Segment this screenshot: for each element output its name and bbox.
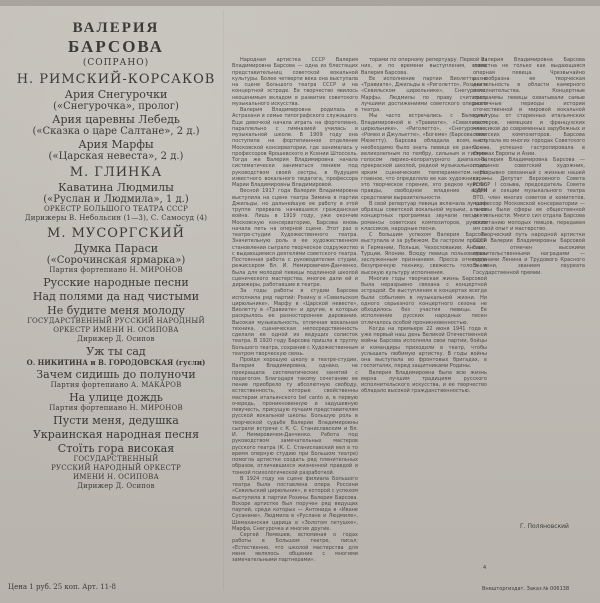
liner-paragraph: Весной 1917 года Валерия Владимировна выступила на сцене театра Зимина в партии Джильды, но дальнейшую ее работу в этой труппе прервала начавшаяся гражданская война. Лишь в 1919 году, уже окончив Московскую консерваторию, Барсова вновь начала петь на оперной сцене. Этот раз в театре-студии Художественного театра. Значительную роль в ее художественном становлении сыграло творческое содружество с выдающимися деятелями советского театра. Постоянная работа с руководителем студии, режиссером Вл. И. Немировичем-Данченко, была для молодой певицы подлинной школой сценического мастерства, многое дали ей и дирижеры, работавшие в театре. (232, 188, 358, 288)
composer-rimsky: Н. РИМСКИЙ-КОРСАКОВ (16, 72, 216, 87)
liner-notes-column-1 (232, 57, 358, 563)
liner-paragraph: В свой репертуар певица включала лучшие образцы советской вокальной музыки, а в ее концертных программах звучали песни и романсы советских композиторов, русских классиков, народные песни. (361, 200, 487, 232)
liner-paragraph: Пройдя хорошую школу в театре-студии, Валерия Владимировна, однако, не прекращала систематических занятий с педагогом. Благодаря такому сочетанию ее пение приобрело ту абсолютную свободу, естественность, которые свойственны мастерам итальянского bel canto и, в первую очередь, проникновенную и задушевную певучесть, присущую лучшим представителям русской вокальной школы. Большую роль в творческой судьбе Валерии Владимировны сыграли встречи с К. С. Станиславским и Вл. И. Немировичем-Данченко. Работа под руководством замечательных мастеров русского театра (К. С. Станиславский вел в то время оперную студию при Большом театре) помогла артистке создать ряд пленительных образов, отличавшихся жизненной правдой и тонкой психологической разработкой. (232, 357, 358, 476)
track-title: Ария Марфы (78, 138, 154, 151)
piano-credit: Партия фортепиано А. МАКАРОВ (50, 381, 182, 389)
liner-paragraph: Многие годы творческая жизнь Барсовой была неразрывно связана с концертной эстрадой. Ее выступления в концертах всегда были событием в музыкальной жизни. Ни одного серьезного концертного сезона не обходилось без участия певицы. Ее исполнение русских народных песен отличалось особой проникновенностью. (361, 275, 487, 326)
liner-paragraph: Валерия Владимировна Барсова известна не только как выдающаяся оперная певица. Чрезвычайно разнообразна ее творческая деятельность в области камерного исполнительства. Концертные программы певицы охватывали самые различные периоды истории отечественной и мировой вокальной культуры: от старинных итальянских мастеров, немецких и французских классиков до современных зарубежных и советских композиторов. Барсова выступала во многих городах Советского Союза, успешно гастролировала в странах Европы и Азии. (473, 57, 585, 157)
composer-glinka: М. ГЛИНКА (69, 165, 163, 180)
track-title: Ария царевны Лебедь (52, 113, 180, 126)
track-source: («Царская невеста», 2 д.) (48, 151, 184, 162)
liner-paragraph: Мы часто встречались с Валерией Владимировной в «Травиате», «Севильском цирюльнике», «Риголетто», «Снегурочке», «Ромео и Джульетте», «Богеме» (Барсова пела Мюзетту). Барсова обладала всем, что необходимо было знать певице ее ранга, — великолепным по тембру, сильным и гибким голосом лирико-колоратурного диапазона, прекрасной школой, редкой музыкальностью, ярким сценическим темпераментом. Но главное, что определяло ее как художника, — это творческое горение, это редкое чувство правды, свободное владение всеми средствами выразительности. (361, 113, 487, 201)
liner-paragraph: За годы работы в студии Барсова исполнила ряд партий: Розину в «Севильском цирюльнике», Марфу в «Царской невесте», Виолетту в «Травиате» и другие, в которых раскрылось ее разностороннее дарование. Высокая музыкальность, отличная вокальная техника, сценическая непосредственность сделали ее одной из ведущих солисток театра. В 1920 году Барсова пришла в труппу Большого театра, сохранив с Художественным театром творческую связь. (232, 288, 358, 357)
track-title: На улице дождь (69, 391, 163, 404)
artist-last-name: БАРСОВА (68, 37, 164, 56)
liner-paragraph: торами по оперному репертуару. Первой из них, и по времени выступления, стала Валерия Барсова. (361, 57, 487, 76)
performers-credit: О. НИКИТИНА и В. ГОРОДОВСКАЯ (гусли) (26, 358, 206, 367)
orchestra-credit: РУССКИЙ НАРОДНЫЙ ОРКЕСТР (51, 464, 181, 472)
track-title: Над полями да над чистыми (32, 290, 200, 303)
track-source: («Сорочинская ярмарка») (46, 255, 186, 266)
liner-notes-author: Г. Поляновский (520, 523, 569, 530)
print-info: Внешторгиздат. Заказ № 006138 (482, 586, 570, 592)
track-title: Стоїть гора високая (57, 442, 175, 455)
ukrainian-heading: Украинская народная песня (32, 428, 200, 441)
track-title: Зачем сидишь до полуночи (36, 368, 196, 381)
liner-notes-column-2 (361, 57, 487, 395)
liner-paragraph: Валерия Владимировна Барсова — подлинно советский художник, неразрывно связанный с жизнью нашей страны. Депутат Верховного Совета РСФСР I созыва, председатель Совета ЦДРИ и секции музыкального театра ВТО, член многих советов и комитетов, профессор Московской консерватории — таковы были сферы ее общественной деятельности. Много сил отдала Барсова воспитанию молодых певцов, передавая им свой опыт и мастерство. (473, 157, 585, 232)
program-column (14, 14, 218, 491)
piano-credit: Партия фортепиано Н. МИРОНОВ (49, 266, 183, 274)
piano-credit: Партия фортепиано Н. МИРОНОВ (49, 404, 183, 412)
liner-paragraph: В 1924 году на сцене филиала Большого театра была поставлена опера Россини «Севильский цирюльник», в которой с успехом выступила в партии Розины Валерия Барсова. Вскоре артистке был поручен ряд ведущих партий, среди которых — Антонида в «Иване Сусанине», Людмила в «Руслане и Людмиле», Шемаханская царица в «Золотом петушке», Марфа, Снегурочка и многие другие. (232, 475, 358, 532)
orchestra-credit: ОРКЕСТР БОЛЬШОГО ТЕАТРА СССР (43, 205, 189, 213)
page-number: 4 (483, 565, 487, 571)
orchestra-credit: ГОСУДАРСТВЕННЫЙ (73, 455, 159, 463)
liner-paragraph: Сергей Лемешев, вспоминая о годах работы в Большом театре, писал: «Естественно, что школой мастерства для меня являлось общение с многими замечательными партнерами». (232, 532, 358, 563)
track-title: Не будите меня молоду (47, 304, 185, 317)
liner-paragraph: С большим успехом Валерия Барсова выступала и за рубежом. Ее гастроли прошли в Германии, Польше, Чехословакии, Англии, Турции, Японии. Всюду певица пользовалась заслуженным признанием. Пресса отмечала безупречную технику, свежесть голоса и высокую культуру исполнения. (361, 232, 487, 276)
sleeve-top-edge (0, 0, 600, 6)
liner-paragraph: Ее исполнение партии Виолетты в «Травиате», Джильды в «Риголетто», Розины в «Севильском цирюльнике», Снегурочки, Марфы, Людмилы по праву считались лучшими достижениями советского оперного театра. (361, 75, 487, 113)
track-title: Пусти меня, дедушка (53, 414, 179, 427)
liner-notes-column-3 (473, 57, 585, 276)
voice-type: (СОПРАНО) (82, 58, 150, 68)
conductor-credit: Дирижер Д. Осипов (77, 335, 155, 343)
track-title: Думка Параси (73, 242, 159, 255)
conductor-credit: Дирижеры В. Небольсин (1—3), С. Самосуд (4) (24, 214, 208, 222)
liner-paragraph: Когда на премьере 22 июня 1941 года в уже первый наш день Великой Отечественной войны Барсова исполняла свои партии, бойцы и командиры приходили в театр, чтобы услышать любимую артистку. В годы войны она выступала во фронтовых бригадах, в госпиталях, перед защитниками Родины. (361, 325, 487, 370)
orchestra-credit: ОРКЕСТР ИМЕНИ Н. ОСИПОВА (53, 326, 179, 334)
artist-first-name: ВАЛЕРИЯ (72, 20, 160, 36)
track-title: Каватина Людмилы (58, 181, 174, 194)
track-source: («Руслан и Людмила», 1 д.) (43, 194, 189, 205)
track-title: Ария Снегурочки (64, 88, 168, 101)
track-title: Уж ты сад (86, 345, 146, 358)
liner-paragraph: Народная артистка СССР Валерия Владимировна Барсова — одна из блестящих представительниц советской вокальной культуры. Более четверти века она выступала на сцене Большого театра СССР и на концертной эстраде. Ее творчество явилось неоценимым вкладом в развитие советского музыкального искусства. (232, 57, 358, 107)
liner-paragraph: Валерия Владимировна была всю жизнь верна лучшим традициям русского исполнительского искусства, и ее творчество обладало высокой гражданственностью. (361, 369, 487, 395)
folk-heading: Русские народные песни (43, 276, 189, 289)
conductor-credit: Дирижер Д. Осипов (77, 482, 155, 490)
orchestra-credit: ИМЕНИ Н. ОСИПОВА (72, 473, 160, 481)
liner-paragraph: Творческий путь народной артистки СССР Валерии Владимировны Барсовой был отмечен высокими правительственными наградами — орденами Ленина и Трудового Красного Знамени, званием лауреата Государственной премии. (473, 232, 585, 276)
sleeve-crease (223, 10, 224, 590)
track-source: («Сказка о царе Салтане», 2 д.) (32, 126, 200, 137)
orchestra-credit: ГОСУДАРСТВЕННЫЙ РУССКИЙ НАРОДНЫЙ (27, 317, 205, 325)
price-label: Цена 1 руб. 25 коп. Арт. 11-8 (8, 583, 116, 591)
track-source: («Снегурочка», пролог) (53, 101, 179, 112)
liner-paragraph: Валерия Владимировна родилась в Астрахани в семье типографского служащего. Еще девочкой начала играть на фортепиано, параллельно с гимназией училась в музыкальной школе. В 1909 году она поступила на фортепианное отделение Московской консерватории, где занималась у профессоров Ярошевского и Ксении Штоссель. Тогда же Валерия Владимировна начала систематически заниматься пением под руководством своей сестры, в будущем известного вокального педагога, профессора Марии Владимировны Владимировой. (232, 107, 358, 188)
composer-mussorgsky: М. МУСОРГСКИЙ (47, 226, 185, 241)
